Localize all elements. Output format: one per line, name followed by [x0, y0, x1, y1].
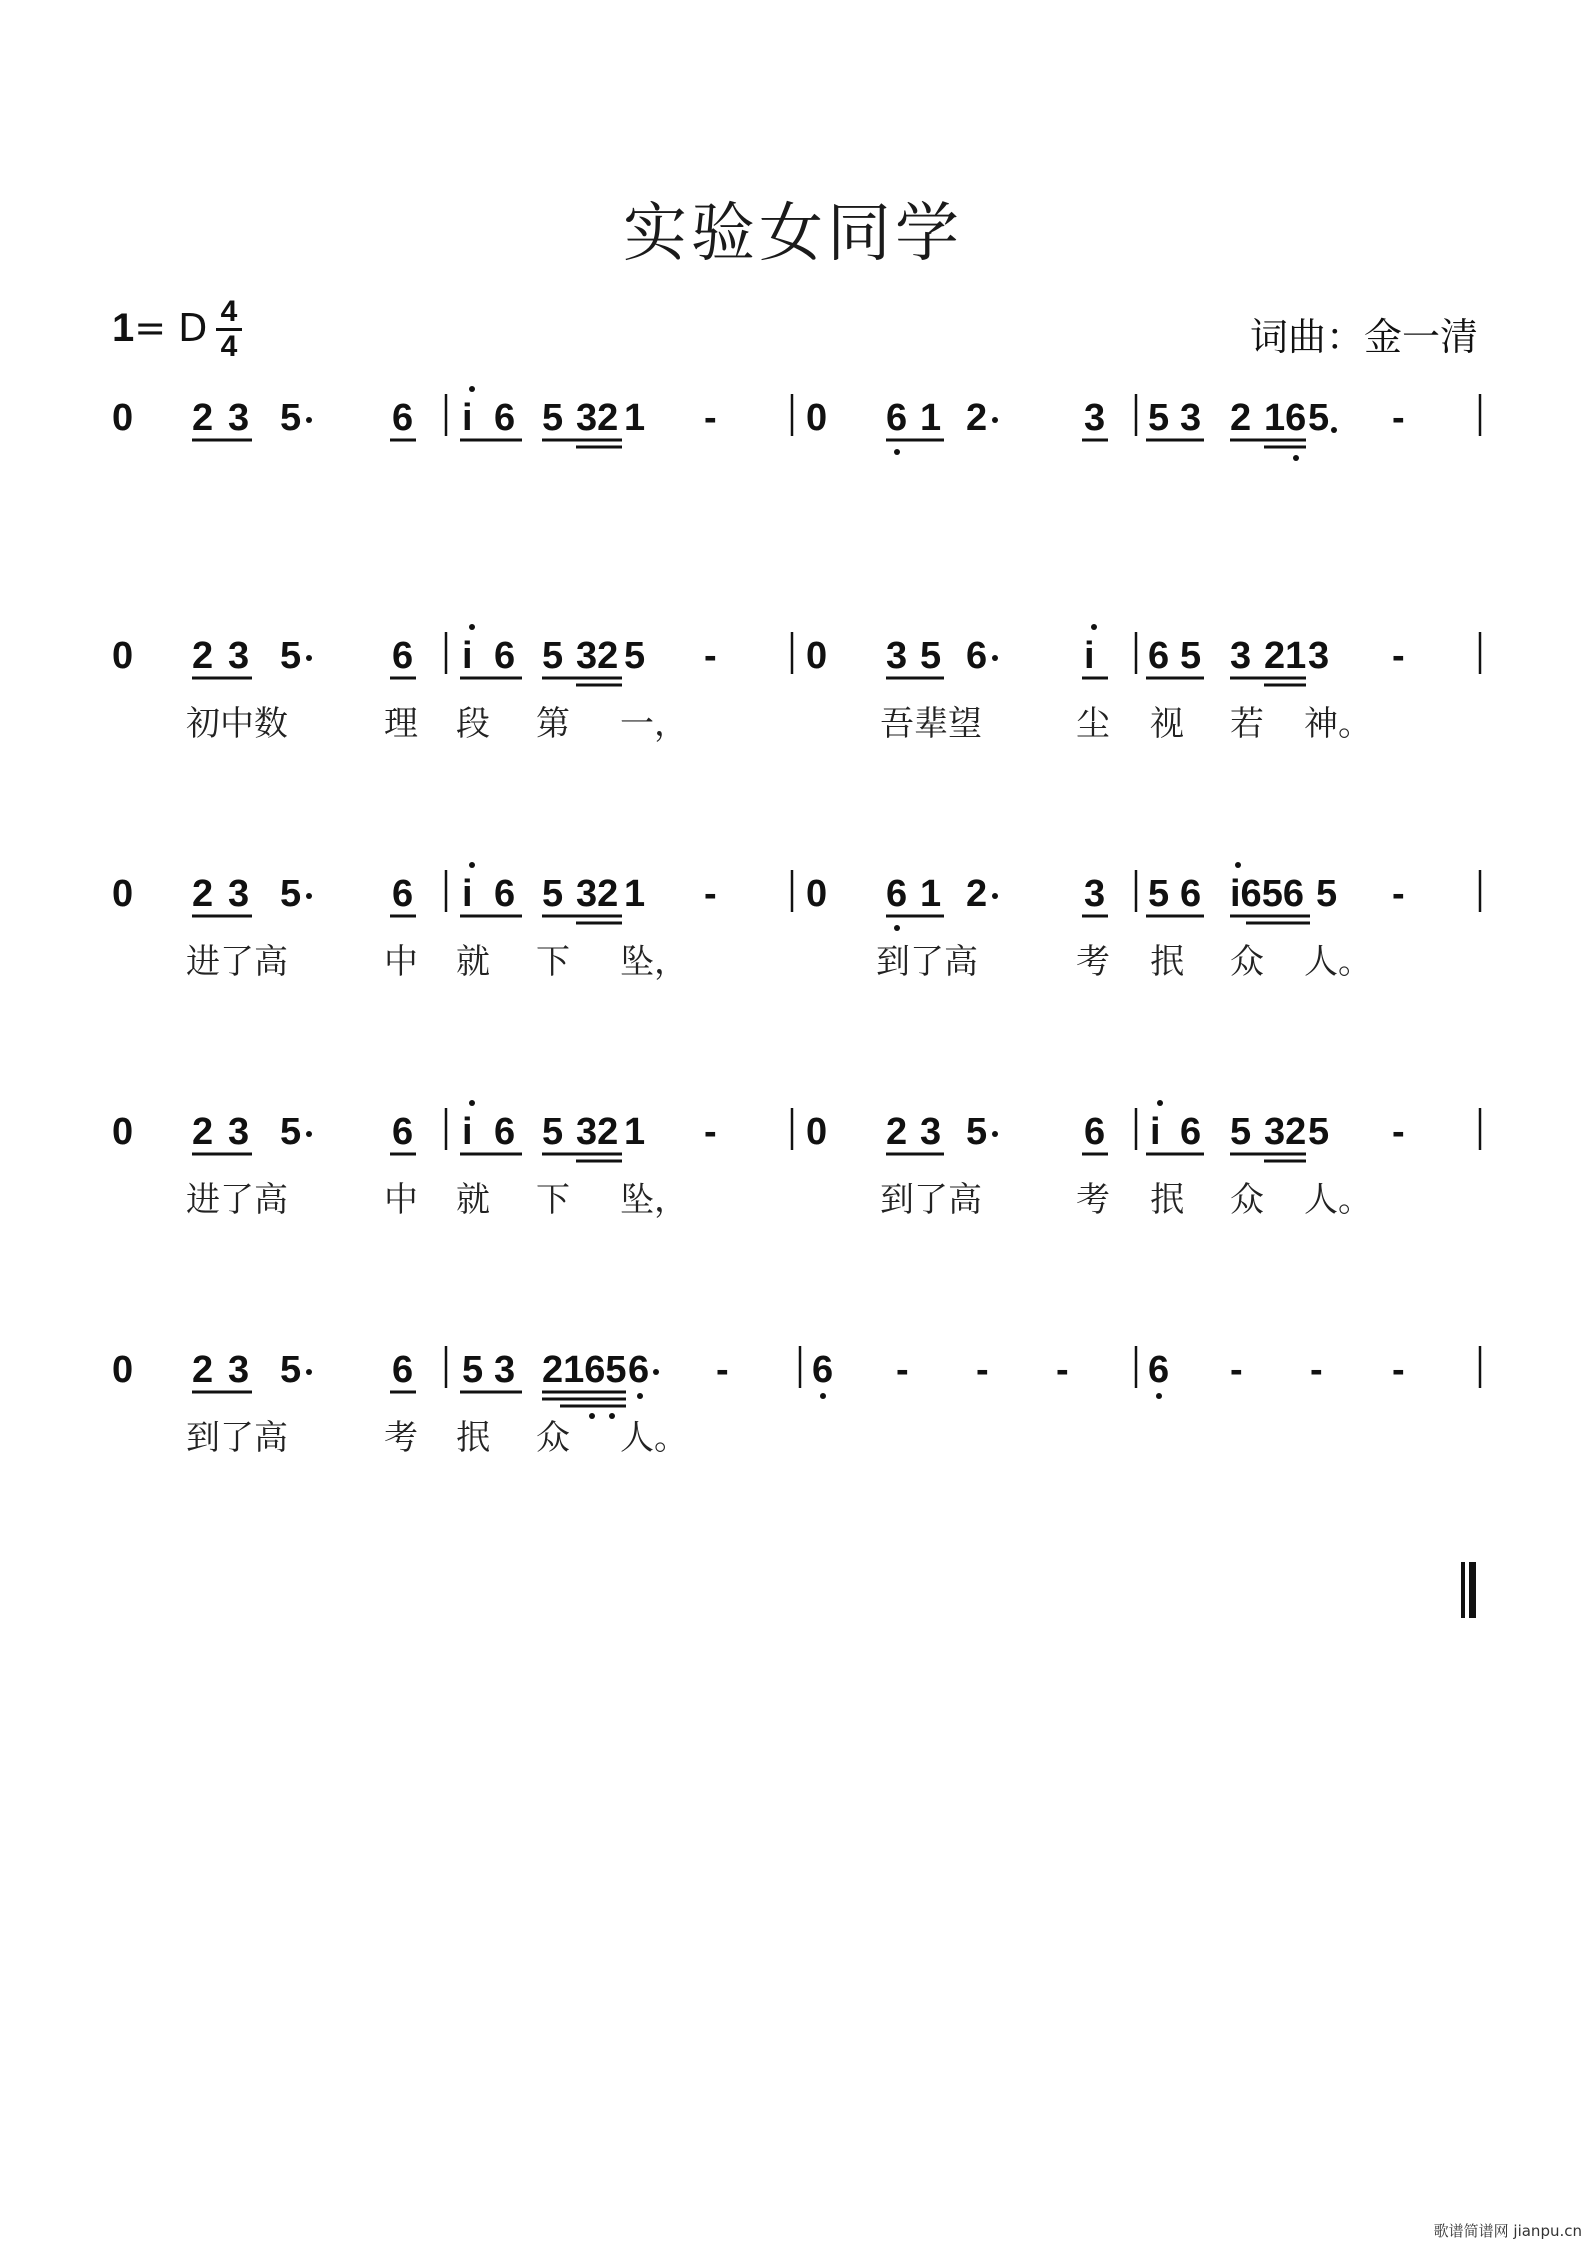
notation-row-4 — [0, 1094, 1586, 1244]
song-title: 实验女同学 — [623, 197, 963, 271]
dot — [992, 655, 998, 661]
lyric: 到了高 — [880, 1180, 982, 1220]
note: 6 — [886, 873, 908, 915]
note: 3 — [920, 1111, 942, 1153]
key-label: = D — [134, 306, 208, 350]
lyric: 第 — [536, 704, 570, 744]
dash: - — [704, 1111, 717, 1153]
note: 6 — [1180, 873, 1202, 915]
final-barline — [1461, 1562, 1477, 1618]
lyric: 若 — [1230, 704, 1264, 744]
lyric: 段 — [456, 704, 490, 744]
lyric: 考 — [384, 1418, 418, 1458]
high-dot — [469, 386, 475, 392]
note: 5 — [542, 1111, 564, 1153]
score-row-3 — [0, 856, 1586, 1006]
high-dot — [1235, 862, 1241, 868]
key-signature — [112, 306, 207, 351]
note: 0 — [112, 1349, 134, 1391]
high-dot — [469, 624, 475, 630]
high-dot — [469, 862, 475, 868]
lyric: 抿 — [456, 1418, 490, 1458]
dash: - — [976, 1349, 989, 1391]
note: i — [462, 1111, 473, 1153]
high-dot — [1157, 1100, 1163, 1106]
note: 6 — [1084, 1111, 1106, 1153]
note: 3 — [228, 1111, 250, 1153]
lyric: 坠， — [620, 942, 688, 982]
note: 5 — [542, 397, 564, 439]
note: 6 — [392, 397, 414, 439]
lyric: 理 — [384, 704, 418, 744]
lyric: 抿 — [1150, 1180, 1184, 1220]
note: 32 — [1264, 1111, 1307, 1153]
lyric: 下 — [536, 942, 570, 982]
note: 1 — [624, 873, 646, 915]
dash: - — [1056, 1349, 1069, 1391]
score-row-5 — [0, 1332, 1586, 1482]
low-dot — [894, 925, 900, 931]
lyric: 一， — [620, 704, 688, 744]
note: 6 — [1180, 1111, 1202, 1153]
note: 0 — [806, 397, 828, 439]
note: 0 — [806, 635, 828, 677]
note: 6 — [494, 1111, 516, 1153]
note: 3 — [228, 635, 250, 677]
note: 6 — [494, 635, 516, 677]
dash: - — [1392, 635, 1405, 677]
note: i — [462, 397, 473, 439]
score-row-4 — [0, 1094, 1586, 1244]
note: 3 — [1084, 873, 1106, 915]
lyric: 坠， — [620, 1180, 688, 1220]
note: 5 — [1148, 397, 1170, 439]
composer-credit: 词曲：金一清 — [1249, 315, 1478, 359]
lyric: 人。 — [1304, 1180, 1372, 1220]
note: 2 — [192, 1349, 214, 1391]
dash: - — [704, 635, 717, 677]
note: 6 — [628, 1349, 650, 1391]
note: 6 — [812, 1349, 834, 1391]
note: 5 — [280, 1111, 302, 1153]
low-dot — [1331, 427, 1337, 433]
note: 0 — [112, 873, 134, 915]
note: 5 — [966, 1111, 988, 1153]
note: 5 — [280, 873, 302, 915]
final-barline-thin — [1461, 1562, 1465, 1618]
note: 6 — [392, 1111, 414, 1153]
note: 3 — [1180, 397, 1202, 439]
dot — [653, 1369, 659, 1375]
dot — [992, 417, 998, 423]
lyric: 中 — [384, 942, 418, 982]
lyric: 考 — [1076, 1180, 1110, 1220]
dot — [306, 1131, 312, 1137]
dash: - — [1392, 397, 1405, 439]
lyric: 抿 — [1150, 942, 1184, 982]
dot — [306, 655, 312, 661]
high-dot — [469, 1100, 475, 1106]
note: 5 — [1180, 635, 1202, 677]
note: 2 — [192, 635, 214, 677]
dash: - — [716, 1349, 729, 1391]
note: 2165 — [542, 1349, 627, 1391]
note: 3 — [494, 1349, 516, 1391]
note: 5 — [1316, 873, 1338, 915]
note: 3 — [228, 873, 250, 915]
low-dot — [609, 1413, 615, 1419]
note: 6 — [392, 635, 414, 677]
watermark: 歌谱简谱网 jianpu.cn — [1433, 2222, 1582, 2240]
note: 5 — [624, 635, 646, 677]
note: 2 — [886, 1111, 908, 1153]
dash: - — [1392, 873, 1405, 915]
note: 2 — [966, 397, 988, 439]
note: 2 — [192, 1111, 214, 1153]
note: 5 — [1230, 1111, 1252, 1153]
note: 2 — [966, 873, 988, 915]
dash: - — [1310, 1349, 1323, 1391]
dash: - — [1392, 1349, 1405, 1391]
lyric: 下 — [536, 1180, 570, 1220]
note: 1 — [920, 873, 942, 915]
note: 1 — [624, 397, 646, 439]
note: 5 — [542, 873, 564, 915]
note: 3 — [886, 635, 908, 677]
dash: - — [704, 397, 717, 439]
dash: - — [1392, 1111, 1405, 1153]
lyric: 就 — [456, 942, 490, 982]
note: i656 — [1230, 873, 1304, 915]
dot — [306, 893, 312, 899]
note: 6 — [494, 873, 516, 915]
notation-row-1 — [0, 380, 1586, 530]
note: 5 — [280, 397, 302, 439]
note: 3 — [228, 1349, 250, 1391]
note: i — [462, 873, 473, 915]
note: 2 — [1230, 397, 1252, 439]
note: 0 — [112, 635, 134, 677]
low-dot — [589, 1413, 595, 1419]
lyric: 人。 — [620, 1418, 688, 1458]
lyric: 到了高 — [876, 942, 978, 982]
note: 3 — [1308, 635, 1330, 677]
note: 0 — [806, 873, 828, 915]
note: 32 — [576, 873, 619, 915]
note: 5 — [542, 635, 564, 677]
note: 5 — [462, 1349, 484, 1391]
note: 6 — [392, 873, 414, 915]
note: i — [1150, 1111, 1161, 1153]
low-dot — [1293, 455, 1299, 461]
time-signature-top: 4 — [220, 295, 238, 328]
note: 32 — [576, 635, 619, 677]
note: 3 — [228, 397, 250, 439]
note: 3 — [1084, 397, 1106, 439]
note: 6 — [494, 397, 516, 439]
lyric: 众 — [1230, 1180, 1264, 1220]
note: 0 — [112, 1111, 134, 1153]
lyric: 初中数 — [186, 704, 288, 744]
lyric: 到了高 — [186, 1418, 288, 1458]
note: 6 — [392, 1349, 414, 1391]
note: 5 — [280, 1349, 302, 1391]
lyric: 就 — [456, 1180, 490, 1220]
note: 3 — [1230, 635, 1252, 677]
note: 32 — [576, 1111, 619, 1153]
notation-row-3 — [0, 856, 1586, 1006]
lyric: 众 — [536, 1418, 570, 1458]
lyric: 进了高 — [186, 1180, 288, 1220]
dot — [306, 1369, 312, 1375]
note: 6 — [1148, 635, 1170, 677]
note: 5 — [1308, 397, 1330, 439]
lyric: 视 — [1150, 704, 1184, 744]
note: 5 — [1148, 873, 1170, 915]
dot — [992, 1131, 998, 1137]
dash: - — [704, 873, 717, 915]
low-dot — [1156, 1393, 1162, 1399]
note: 5 — [280, 635, 302, 677]
dot — [992, 893, 998, 899]
note: 1 — [624, 1111, 646, 1153]
note: i — [1084, 635, 1095, 677]
lyric: 人。 — [1304, 942, 1372, 982]
lyric: 众 — [1230, 942, 1264, 982]
low-dot — [637, 1393, 643, 1399]
note: 32 — [576, 397, 619, 439]
lyric: 中 — [384, 1180, 418, 1220]
lyric: 考 — [1076, 942, 1110, 982]
dot — [306, 417, 312, 423]
score-row-1 — [0, 380, 1586, 530]
note: 6 — [886, 397, 908, 439]
note: 16 — [1264, 397, 1307, 439]
note: 21 — [1264, 635, 1307, 677]
dash: - — [896, 1349, 909, 1391]
note: 1 — [920, 397, 942, 439]
lyric: 进了高 — [186, 942, 288, 982]
time-signature-bottom: 4 — [220, 330, 238, 363]
dash: - — [1230, 1349, 1243, 1391]
note: 2 — [192, 873, 214, 915]
lyric: 尘 — [1076, 704, 1110, 744]
low-dot — [820, 1393, 826, 1399]
note: 0 — [806, 1111, 828, 1153]
note: 6 — [1148, 1349, 1170, 1391]
low-dot — [894, 449, 900, 455]
key-tonic: 1 — [112, 306, 135, 350]
notation-row-2 — [0, 618, 1586, 768]
lyric: 神。 — [1304, 704, 1372, 744]
note: 2 — [192, 397, 214, 439]
score-row-2 — [0, 618, 1586, 768]
note: i — [462, 635, 473, 677]
lyric: 吾辈望 — [880, 704, 982, 744]
note: 5 — [1308, 1111, 1330, 1153]
final-barline-thick — [1469, 1562, 1476, 1618]
note: 5 — [920, 635, 942, 677]
note: 0 — [112, 397, 134, 439]
time-signature — [214, 296, 244, 363]
notation-row-5 — [0, 1332, 1586, 1482]
high-dot — [1091, 624, 1097, 630]
note: 6 — [966, 635, 988, 677]
